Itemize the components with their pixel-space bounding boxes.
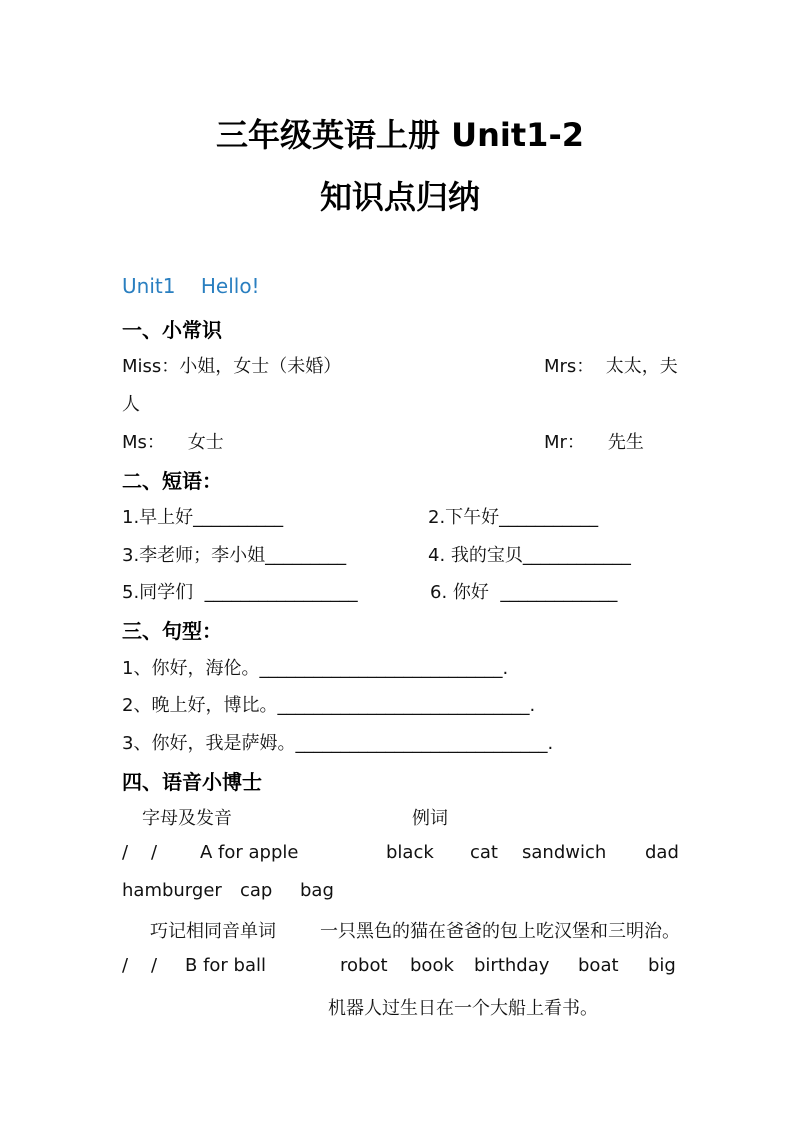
phrase-1: 1.早上好__________ [122, 507, 284, 528]
example-word: book [410, 955, 454, 976]
phonetic-slash-a: / / [122, 842, 158, 863]
sentence-2: 2、晚上好，博比。____________________________. [122, 695, 536, 716]
page-title: 三年级英语上册 Unit1-2 [216, 116, 584, 154]
phrase-2: 2.下午好___________ [428, 507, 599, 528]
phonetic-slash-b: / / [122, 955, 158, 976]
unit-heading: Unit1 Hello! [122, 274, 260, 298]
vocab-mrs: Mrs： 太太，夫 [544, 356, 678, 377]
phrase-6: 6. 你好 _____________ [430, 582, 618, 603]
example-word: robot [340, 955, 388, 976]
example-word: big [648, 955, 676, 976]
example-word: bag [300, 880, 334, 901]
column-header-example: 例词 [412, 808, 448, 829]
example-word: sandwich [522, 842, 607, 863]
section-heading-phrases: 二、短语： [122, 469, 222, 493]
memory-tip-sentence-a: 一只黑色的猫在爸爸的包上吃汉堡和三明治。 [320, 921, 680, 942]
section-heading-phonics: 四、语音小博士 [122, 770, 262, 794]
sentence-3: 3、你好，我是萨姆。____________________________. [122, 733, 554, 754]
section-heading-tips: 一、小常识 [122, 318, 222, 342]
column-header-letter: 字母及发音 [142, 808, 232, 829]
sentence-1: 1、你好，海伦。___________________________. [122, 658, 509, 679]
example-word: hamburger [122, 880, 222, 901]
phrase-5: 5.同学们 _________________ [122, 582, 358, 603]
vocab-ms: Ms： 女士 [122, 432, 224, 453]
letter-a-label: A for apple [200, 842, 299, 863]
example-word: cap [240, 880, 273, 901]
memory-tip-label: 巧记相同音单词 [150, 921, 276, 942]
letter-b-label: B for ball [185, 955, 266, 976]
memory-tip-sentence-b: 机器人过生日在一个大船上看书。 [328, 998, 598, 1019]
example-word: cat [470, 842, 498, 863]
phrase-3: 3.李老师；李小姐_________ [122, 545, 347, 566]
example-word: birthday [474, 955, 550, 976]
section-heading-sentences: 三、句型： [122, 619, 222, 643]
page-subtitle: 知识点归纳 [319, 178, 480, 216]
example-word: dad [645, 842, 679, 863]
phrase-4: 4. 我的宝贝____________ [428, 545, 631, 566]
example-word: black [386, 842, 434, 863]
example-word: boat [578, 955, 619, 976]
vocab-mrs-wrap: 人 [122, 394, 140, 415]
vocab-mr: Mr： 先生 [544, 432, 644, 453]
vocab-miss: Miss：小姐，女士（未婚） [122, 356, 342, 377]
